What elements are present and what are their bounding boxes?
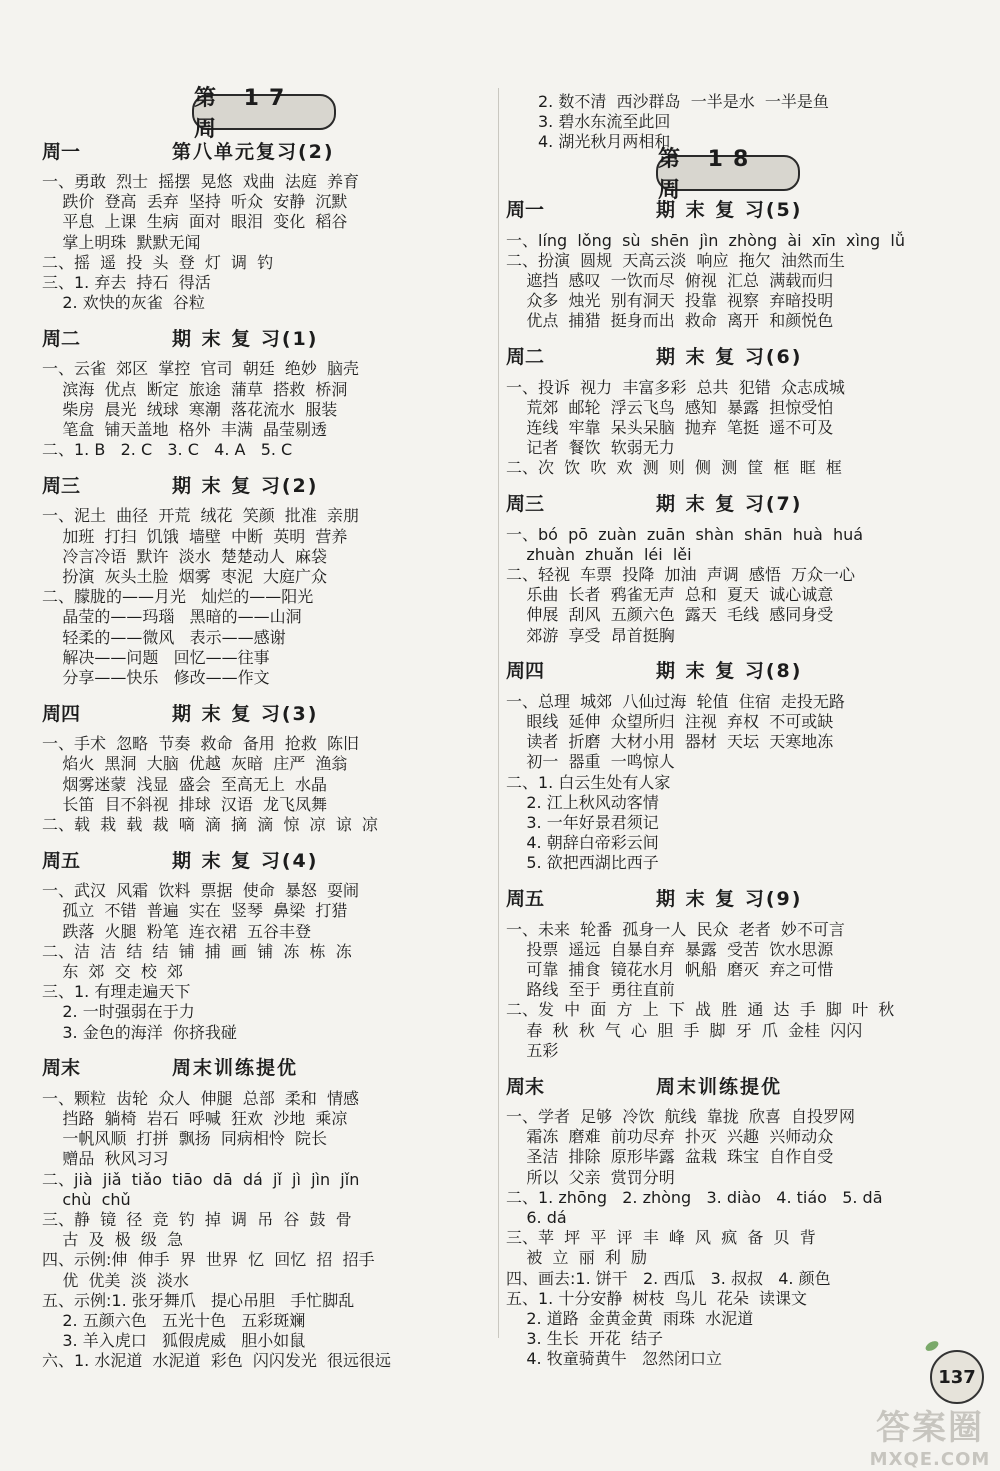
section-title: 期 末 复 习(1) xyxy=(172,327,319,350)
answer-line: 五彩 xyxy=(506,1040,559,1060)
answer-line: 2. 一时强弱在于力 xyxy=(42,1002,195,1022)
section-heading xyxy=(42,1053,492,1081)
section-day: 周四 xyxy=(42,702,81,725)
answer-line: 冷言冷语 默许 淡水 楚楚动人 麻袋 xyxy=(42,546,328,566)
answer-line: 挡路 躺椅 岩石 呼喊 狂欢 沙地 乘凉 xyxy=(42,1109,348,1128)
section-heading xyxy=(506,195,976,223)
section-heading xyxy=(42,698,492,726)
answer-line: 郊游 享受 昂首挺胸 xyxy=(506,625,675,645)
answer-line: 记者 餐饮 软弱无力 xyxy=(506,438,675,458)
answer-line: 二、jià jiǎ tiǎo tiāo dā dá jǐ jì jìn jǐn xyxy=(42,1169,360,1189)
answer-line: 三、1. 弃去 持石 得活 xyxy=(42,273,211,292)
answer-line: 平息 上课 生病 面对 眼泪 变化 稻谷 xyxy=(42,212,348,232)
section-day: 周三 xyxy=(506,493,545,516)
answer-line: 加班 打扫 饥饿 墙壁 中断 英明 营养 xyxy=(42,526,348,546)
section-day: 周三 xyxy=(42,474,81,497)
answer-line: 2. 道路 金黄金黄 雨珠 水泥道 xyxy=(506,1309,754,1328)
section-day: 周末 xyxy=(506,1075,545,1098)
column-divider xyxy=(498,88,499,1338)
section-heading xyxy=(506,656,976,684)
week-banner: 第 17 周 xyxy=(192,94,336,130)
watermark-url: MXQE.COM xyxy=(869,1449,991,1470)
answer-line: 路线 至于 勇往直前 xyxy=(506,980,675,1000)
answer-line: 古 及 极 级 急 xyxy=(42,1230,184,1250)
section-title: 期 末 复 习(2) xyxy=(172,474,319,497)
answer-line: 5. 欲把西湖比西子 xyxy=(506,853,659,873)
answer-line: 一、颗粒 齿轮 众人 伸腿 总部 柔和 情感 xyxy=(42,1088,360,1108)
section-heading xyxy=(42,323,492,351)
section-title: 周末训练提优 xyxy=(656,1075,783,1098)
answer-line: 3. 生长 开花 结子 xyxy=(506,1329,664,1349)
answer-line: 三、静 镜 径 竞 钓 掉 调 吊 谷 鼓 骨 xyxy=(42,1210,352,1229)
answer-line: 五、1. 十分安静 树枝 鸟儿 花朵 读课文 xyxy=(506,1288,808,1308)
section-title: 期 末 复 习(7) xyxy=(656,493,803,516)
answer-line: 跌价 登高 丢弃 坚持 听众 安静 沉默 xyxy=(42,192,348,212)
answer-line: 二、扮演 圆规 天高云淡 响应 拖欠 油然而生 xyxy=(506,250,845,270)
answer-line: 二、载 栽 载 裁 嘀 滴 摘 滴 惊 凉 谅 凉 xyxy=(42,815,378,834)
answer-line: 一、泥土 曲径 开荒 绒花 笑颜 批准 亲朋 xyxy=(42,506,360,526)
answer-line: 3. 金色的海洋 你挤我碰 xyxy=(42,1022,237,1042)
section-day: 周末 xyxy=(42,1057,81,1080)
section-heading xyxy=(42,470,492,498)
answer-line: 长笛 目不斜视 排球 汉语 龙飞凤舞 xyxy=(42,794,328,814)
answer-line: 六、1. 水泥道 水泥道 彩色 闪闪发光 很远很远 xyxy=(42,1351,392,1371)
section-day: 周一 xyxy=(42,140,81,163)
answer-line: 一、手术 忽略 节奏 救命 备用 抢救 陈旧 xyxy=(42,734,360,754)
answer-line: 霜冻 磨难 前功尽弃 扑灭 兴趣 兴师动众 xyxy=(506,1127,834,1147)
week-banner: 第 18 周 xyxy=(656,155,800,191)
answer-line: 东 郊 交 校 郊 xyxy=(42,962,184,981)
answer-line: 一、未来 轮番 孤身一人 民众 老者 妙不可言 xyxy=(506,919,845,939)
answer-line: 伸展 刮风 五颜六色 露天 毛线 感同身受 xyxy=(506,605,834,625)
answer-line: 4. 牧童骑黄牛 忽然闭口立 xyxy=(506,1349,722,1369)
section-day: 周二 xyxy=(42,327,81,350)
section-day: 周五 xyxy=(42,849,81,872)
leaf-icon xyxy=(924,1339,940,1353)
watermark xyxy=(870,1400,990,1470)
answer-line: 焰火 黑洞 大脑 优越 灰暗 庄严 渔翁 xyxy=(42,754,348,774)
answer-line: zhuàn zhuǎn léi lěi xyxy=(506,544,692,564)
answer-line: 三、1. 有理走遍天下 xyxy=(42,982,191,1002)
section-title: 期 末 复 习(8) xyxy=(656,660,803,683)
answer-line: 三、苹 坪 平 评 丰 峰 风 疯 备 贝 背 xyxy=(506,1228,816,1248)
answer-line: 可靠 捕食 镜花水月 帆船 磨灭 弃之可惜 xyxy=(506,960,834,979)
answer-line: 一、武汉 风霜 饮料 票据 使命 暴怒 耍闹 xyxy=(42,881,360,901)
answer-line: 众多 烛光 别有洞天 投靠 视察 弃暗投明 xyxy=(506,291,834,311)
answer-line: 二、轻视 车票 投降 加油 声调 感悟 万众一心 xyxy=(506,565,856,584)
answer-line: 轻柔的——微风 表示——感谢 xyxy=(42,627,286,647)
answer-line: 4. 朝辞白帝彩云间 xyxy=(506,833,659,853)
answer-line: 一、勇敢 烈士 摇摆 晃悠 戏曲 法庭 养育 xyxy=(42,172,360,191)
answer-line: 二、1. zhōng 2. zhòng 3. diào 4. tiáo 5. dā xyxy=(506,1187,883,1207)
answer-line: 一帆风顺 打拼 飘扬 同病相怜 院长 xyxy=(42,1129,328,1149)
section-day: 周一 xyxy=(506,199,545,222)
answer-line: 2. 欢快的灰雀 谷粒 xyxy=(42,293,205,313)
section-title: 期 末 复 习(4) xyxy=(172,849,319,872)
answer-line: 一、投诉 视力 丰富多彩 总共 犯错 众志成城 xyxy=(506,377,845,397)
answer-line: 优 优美 淡 淡水 xyxy=(42,1270,189,1290)
answer-line: 连线 牢靠 呆头呆脑 抛弃 笔挺 遥不可及 xyxy=(506,418,834,437)
answer-line: 四、示例:伸 伸手 界 世界 忆 回忆 招 招手 xyxy=(42,1250,375,1270)
answer-line: 2. 五颜六色 五光十色 五彩斑斓 xyxy=(42,1311,306,1330)
answer-line: 二、发 中 面 方 上 下 战 胜 通 达 手 脚 叶 秋 xyxy=(506,1000,895,1020)
answer-line: 掌上明珠 默默无闻 xyxy=(42,232,201,252)
answer-line: 3. 碧水东流至此回 xyxy=(538,112,671,132)
answer-line: 3. 一年好景君须记 xyxy=(506,813,659,832)
section-title: 周末训练提优 xyxy=(172,1057,299,1080)
answer-line: 赠品 秋风习习 xyxy=(42,1149,169,1169)
answer-line: 乐曲 长者 鸦雀无声 总和 夏天 诚心诚意 xyxy=(506,585,834,605)
section-day: 周五 xyxy=(506,888,545,911)
section-heading xyxy=(506,342,976,370)
page-number: 137 xyxy=(930,1350,984,1404)
answer-line: 滨海 优点 断定 旅途 蒲草 搭救 桥洞 xyxy=(42,379,348,399)
answer-line: 一、líng lǒng sù shēn jìn zhòng ài xīn xìng lǚ xyxy=(506,230,905,250)
answer-line: 柴房 晨光 绒球 寒潮 落花流水 服装 xyxy=(42,399,338,419)
answer-line: 解决——问题 回忆——往事 xyxy=(42,647,270,667)
answer-line: 3. 羊入虎口 狐假虎威 胆小如鼠 xyxy=(42,1331,306,1351)
answer-line: 4. 湖光秋月两相和 xyxy=(538,132,671,152)
answer-line: 扮演 灰头土脸 烟雾 枣泥 大庭广众 xyxy=(42,567,328,586)
section-title: 期 末 复 习(3) xyxy=(172,702,319,725)
watermark-logo: 答案圈 xyxy=(876,1408,984,1448)
answer-line: 分享——快乐 修改——作文 xyxy=(42,668,270,687)
answer-line: 投票 遥远 自暴自弃 暴露 受苦 饮水思源 xyxy=(506,939,834,959)
answer-line: 优点 捕猎 挺身而出 救命 离开 和颜悦色 xyxy=(506,311,834,331)
section-title: 期 末 复 习(5) xyxy=(656,199,803,222)
answer-line: 一、总理 城郊 八仙过海 轮值 住宿 走投无路 xyxy=(506,691,845,711)
answer-line: 一、学者 足够 冷饮 航线 靠拢 欣喜 自投罗网 xyxy=(506,1107,856,1126)
answer-line: 遮挡 感叹 一饮而尽 俯视 汇总 满载而归 xyxy=(506,271,834,290)
answer-line: 6. dá xyxy=(506,1208,567,1227)
answer-line: 春 秋 秋 气 心 胆 手 脚 牙 爪 金桂 闪闪 xyxy=(506,1020,863,1040)
answer-line: 被 立 丽 利 励 xyxy=(506,1248,648,1268)
answer-line: 孤立 不错 普遍 实在 竖琴 鼻梁 打猎 xyxy=(42,901,348,921)
answer-line: 荒郊 邮轮 浮云飞鸟 感知 暴露 担惊受怕 xyxy=(506,397,834,417)
section-heading xyxy=(506,489,976,517)
answer-line: 2. 数不清 西沙群岛 一半是水 一半是鱼 xyxy=(538,92,829,111)
section-heading xyxy=(42,136,492,164)
answer-line: 四、画去:1. 饼干 2. 西瓜 3. 叔叔 4. 颜色 xyxy=(506,1268,831,1288)
answer-line: 二、洁 洁 结 结 铺 捕 画 铺 冻 栋 冻 xyxy=(42,941,352,961)
answer-line: 二、次 饮 吹 欢 测 则 侧 测 筐 框 眶 框 xyxy=(506,458,842,478)
answer-line: 初一 器重 一鸣惊人 xyxy=(506,752,675,772)
section-heading xyxy=(42,845,492,873)
section-title: 期 末 复 习(6) xyxy=(656,346,803,369)
section-title: 期 末 复 习(9) xyxy=(656,888,803,911)
answer-line: 二、1. 白云生处有人家 xyxy=(506,772,671,792)
section-day: 周二 xyxy=(506,346,545,369)
answer-line: 跌落 火腿 粉笔 连衣裙 五谷丰登 xyxy=(42,921,312,941)
answer-line: 烟雾迷蒙 浅显 盛会 至高无上 水晶 xyxy=(42,774,328,794)
answer-line: 二、朦胧的——月光 灿烂的——阳光 xyxy=(42,587,314,607)
section-day: 周四 xyxy=(506,660,545,683)
answer-line: chù chǔ xyxy=(42,1189,131,1209)
answer-line: 一、云雀 郊区 掌控 官司 朝廷 绝妙 脑壳 xyxy=(42,359,360,379)
answer-line: 所以 父亲 赏罚分明 xyxy=(506,1167,675,1187)
section-heading xyxy=(506,1071,976,1099)
answer-line: 圣洁 排除 原形毕露 盆栽 珠宝 自作自受 xyxy=(506,1147,834,1167)
answer-line: 二、摇 遥 投 头 登 灯 调 钓 xyxy=(42,252,274,272)
answer-line: 一、bó pō zuàn zuān shàn shān huà huá xyxy=(506,524,864,544)
answer-line: 读者 折磨 大材小用 器材 天坛 天寒地冻 xyxy=(506,732,834,752)
section-title: 第八单元复习(2) xyxy=(172,140,335,163)
answer-line: 2. 江上秋风动客情 xyxy=(506,792,659,812)
answer-line: 晶莹的——玛瑙 黑暗的——山洞 xyxy=(42,607,302,627)
section-heading xyxy=(506,884,976,912)
answer-line: 眼线 延伸 众望所归 注视 弃权 不可或缺 xyxy=(506,712,834,731)
answer-line: 二、1. B 2. C 3. C 4. A 5. C xyxy=(42,440,293,460)
answer-line: 笔盒 铺天盖地 格外 丰满 晶莹剔透 xyxy=(42,420,328,439)
answer-line: 五、示例:1. 张牙舞爪 提心吊胆 手忙脚乱 xyxy=(42,1290,355,1310)
